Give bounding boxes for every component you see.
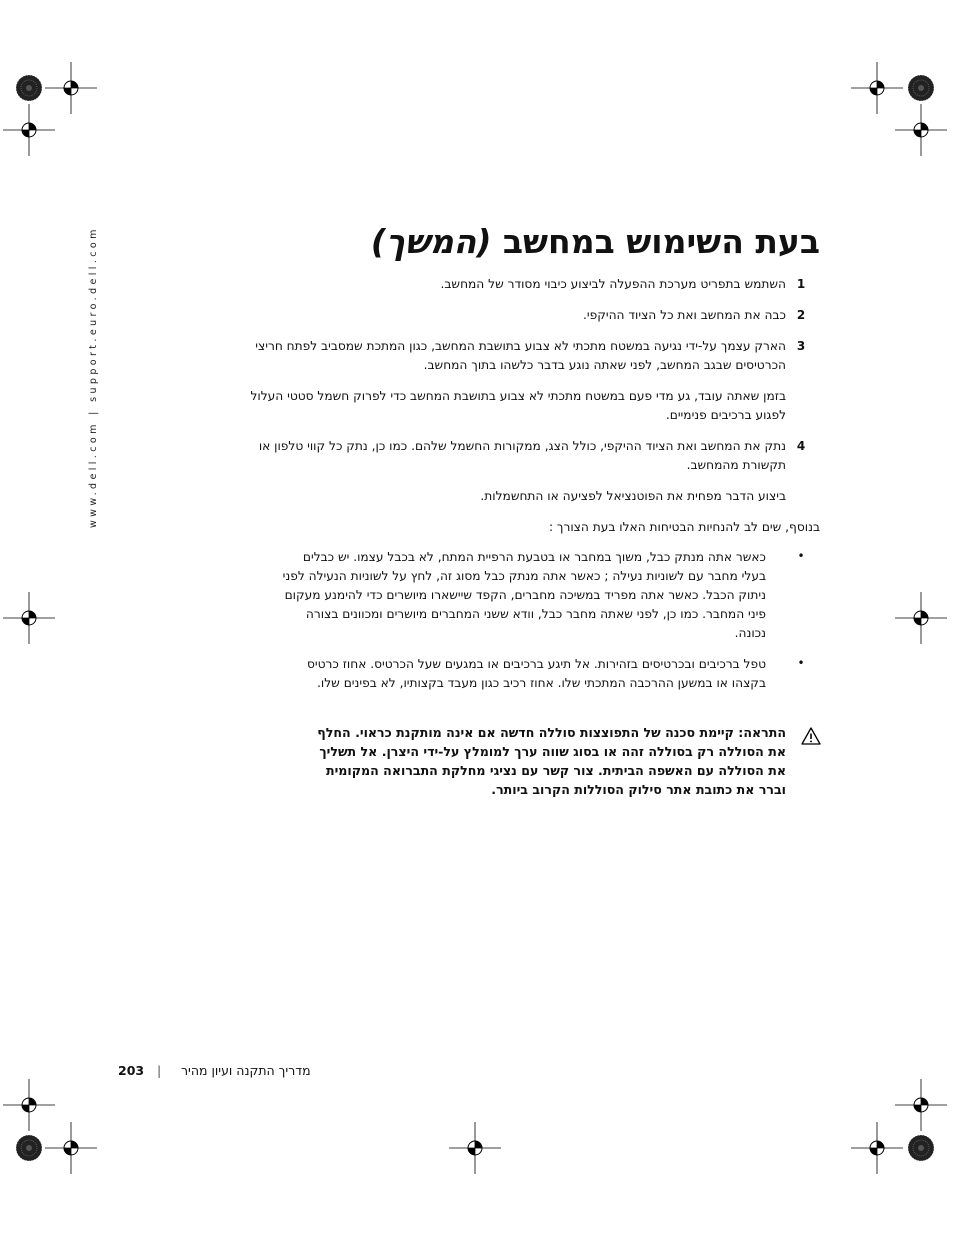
registration-cross-mark [3,1079,55,1131]
registration-star-mark [16,1135,42,1161]
bullet-text: כאשר אתה מנתק כבל, משוך במחבר או בטבעת הרפיית המתח, לא בכבל עצמו. יש כבלים בעלי מחבר עם לשוניות נעילה ; כאשר אתה מנתק כבל מסוג זה, לחץ על לשוניות הנעילה לפני ניתוק הכבל. כאשר אתה מפריד במשיכה מחברים, הקפד שיישארו מיושרים כדי להימנע מעקום פיני המחבר. כמו כן, לפני שאתה מחבר כבל, וודא ששני המחברים מיושרים ומכוונים בצורה נכונה. [282,550,766,640]
registration-cross-mark [895,1079,947,1131]
footer-separator: | [157,1063,162,1078]
step-number: 1 [796,277,806,291]
registration-cross-mark [45,1122,97,1174]
side-website-url: www.dell.com | support.euro.dell.com [88,226,99,528]
registration-cross-mark [851,62,903,114]
page-number: 203 [118,1063,145,1078]
bullet-text: טפל ברכיבים ובכרטיסים בזהירות. אל תיגע ברכיבים או במגעים שעל הכרטיס. אחוז כרטיס בקצהו או במשען ההרכבה המתכתי שלו. אחוז רכיב כגון מעבד בקצותיו, לא בפינים שלו. [306,657,766,690]
step-text: השתמש בתפריט מערכת ההפעלה לביצוע כיבוי מסודר של המחשב. [440,277,786,291]
step-number: 2 [796,308,806,322]
page-title-main: בעת השימוש במחשב [502,222,820,261]
bullet-icon: • [797,656,805,670]
step-text: הארק עצמך על-ידי נגיעה במשטח מתכתי לא צבוע בתושבת המחשב, כגון המתכת שמסביב לפתח חריצי הכרטיסים שבגב המחשב, לפני שאתה נוגע בדבר כלשהו בתוך המחשב. [255,339,786,372]
registration-cross-mark [3,592,55,644]
registration-cross-mark [3,104,55,156]
registration-cross-mark [895,104,947,156]
registration-cross-mark [449,1122,501,1174]
step-text: כבה את המחשב ואת כל הציוד ההיקפי. [583,308,786,322]
warning-text: התראה: קיימת סכנה של התפוצצות סוללה חדשה אם אינה מותקנת כראוי. החלף את הסוללה רק בסוללה זהה או בסוג שווה ערך למומלץ על-ידי היצרן. אל תשליך את הסוללה עם האשפה הביתית. צור קשר עם נציגי מחלקת התברואה המקומית וברר את כתובת אתר סילוק הסוללות הקרוב ביותר. [317,725,786,797]
registration-star-mark [908,1135,934,1161]
registration-cross-mark [895,592,947,644]
registration-cross-mark [45,62,97,114]
registration-star-mark [16,75,42,101]
intro-text: בנוסף, שים לב להנחיות הבטיחות האלו בעת הצורך : [548,520,820,534]
step-number: 4 [796,439,806,453]
warning-triangle-icon [800,726,822,746]
page-title-continued: (המשך) [370,222,492,261]
step-number: 3 [796,339,806,353]
registration-cross-mark [851,1122,903,1174]
step-note: ביצוע הדבר מפחית את הפוטנציאל לפציעה או התחשמלות. [480,489,786,503]
bullet-icon: • [797,549,805,563]
page-title [371,222,820,261]
step-text: נתק את המחשב ואת הציוד ההיקפי, כולל הצג, ממקורות החשמל שלהם. כמו כן, נתק כל קווי טלפון או תקשורת מהמחשב. [258,439,786,472]
registration-star-mark [908,75,934,101]
step-note: בזמן שאתה עובד, גע מדי פעם במשטח מתכתי לא צבוע בתושבת המחשב כדי לפרוק חשמל סטטי העלול לפגוע ברכיבים פנימיים. [250,389,786,422]
footer-guide-title: מדריך התקנה ועיון מהיר [181,1063,311,1078]
